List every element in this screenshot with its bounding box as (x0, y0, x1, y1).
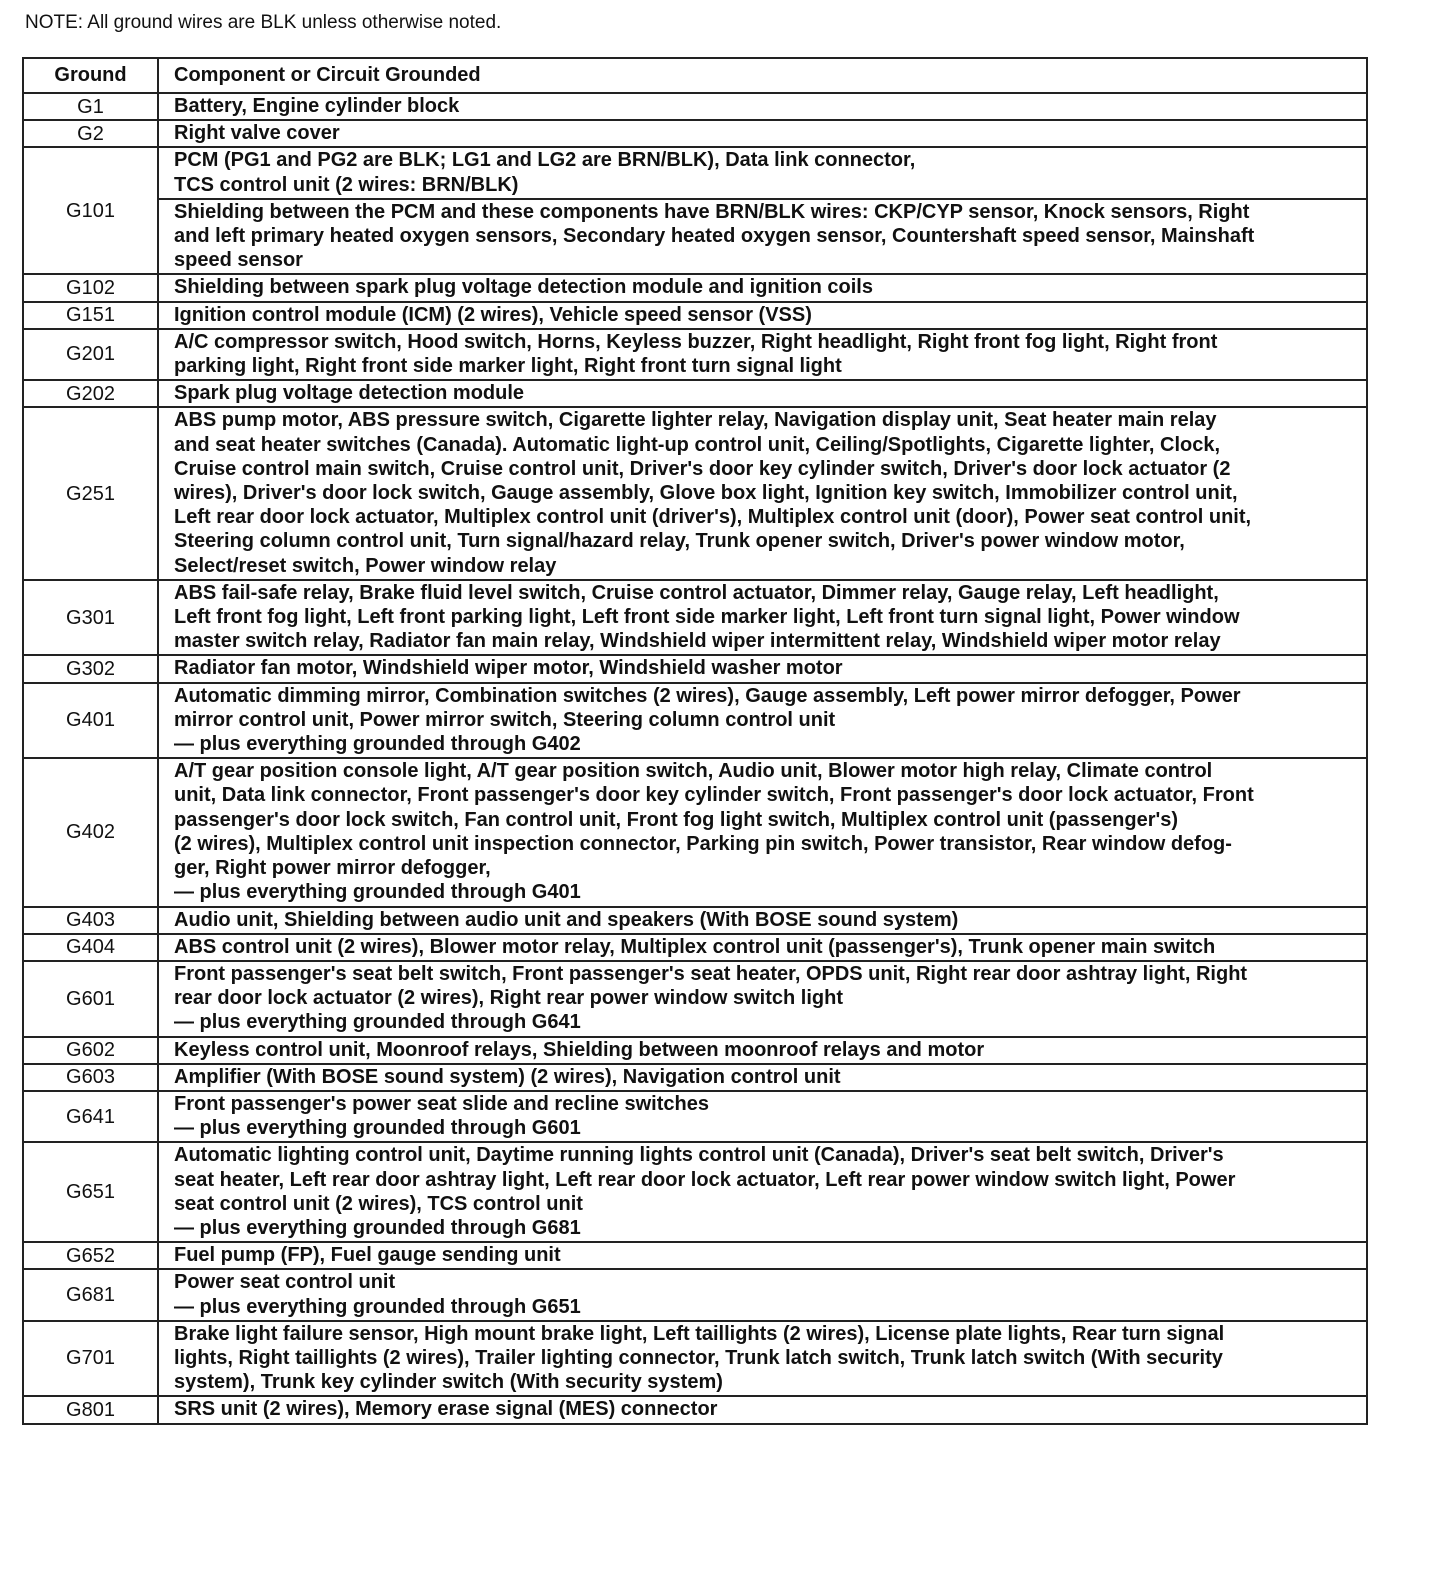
component-cell (158, 655, 1367, 682)
ground-cell: G701 (23, 1321, 158, 1397)
component-line: — plus everything grounded through G401 (174, 881, 581, 904)
table-row (23, 655, 1367, 682)
component-cell (158, 147, 1367, 198)
component-line: — plus everything grounded through G402 (174, 733, 581, 756)
component-line: Front passenger's seat belt switch, Front passenger's seat heater, OPDS unit, Right rear door ashtray light, Right (174, 962, 1248, 985)
component-cell (158, 120, 1367, 147)
component-line: Amplifier (With BOSE sound system) (2 wires), Navigation control unit (174, 1065, 841, 1088)
component-cell (158, 907, 1367, 934)
ground-cell: G401 (23, 683, 158, 759)
ground-cell: G201 (23, 329, 158, 380)
component-line: SRS unit (2 wires), Memory erase signal (MES) connector (174, 1398, 718, 1421)
component-line: passenger's door lock switch, Fan control unit, Front fog light switch, Multiplex control unit (passenger's) (174, 808, 1179, 831)
table-row (23, 199, 1367, 275)
ground-cell: G801 (23, 1396, 158, 1423)
table-row (23, 1037, 1367, 1064)
component-cell (158, 1064, 1367, 1091)
note-text: NOTE: All ground wires are BLK unless otherwise noted. (25, 12, 502, 33)
component-line: unit, Data link connector, Front passenger's door key cylinder switch, Front passenger's door lock actuator, Front (174, 784, 1254, 807)
component-cell (158, 1242, 1367, 1269)
component-line: Shielding between the PCM and these components have BRN/BLK wires: CKP/CYP sensor, Knock sensors, Right (174, 200, 1250, 223)
table-row (23, 1396, 1367, 1423)
component-line: and left primary heated oxygen sensors, Secondary heated oxygen sensor, Countershaft speed sensor, Mainshaft (174, 225, 1255, 248)
component-line: Fuel pump (FP), Fuel gauge sending unit (174, 1244, 561, 1267)
component-line: Shielding between spark plug voltage detection module and ignition coils (174, 276, 873, 299)
component-line: Radiator fan motor, Windshield wiper motor, Windshield washer motor (174, 657, 843, 680)
component-line: Power seat control unit (174, 1271, 396, 1294)
component-line: TCS control unit (2 wires: BRN/BLK) (174, 173, 519, 196)
table-row (23, 120, 1367, 147)
table-header-row (23, 58, 1367, 93)
table-row (23, 961, 1367, 1037)
component-cell (158, 199, 1367, 275)
component-line: Steering column control unit, Turn signal/hazard relay, Trunk opener switch, Driver's power window motor, (174, 530, 1185, 553)
component-line: — plus everything grounded through G601 (174, 1117, 581, 1140)
ground-cell: G403 (23, 907, 158, 934)
component-line: seat heater, Left rear door ashtray light, Left rear door lock actuator, Left rear power window switch light, Power (174, 1168, 1236, 1191)
ground-cell: G2 (23, 120, 158, 147)
component-line: Ignition control module (ICM) (2 wires), Vehicle speed sensor (VSS) (174, 303, 812, 326)
component-line: Audio unit, Shielding between audio unit and speakers (With BOSE sound system) (174, 908, 959, 931)
component-line: Automatic dimming mirror, Combination switches (2 wires), Gauge assembly, Left power mirror defogger, Power (174, 684, 1241, 707)
component-cell (158, 961, 1367, 1037)
component-line: and seat heater switches (Canada). Automatic light-up control unit, Ceiling/Spotlights, Cigarette lighter, Clock, (174, 433, 1221, 456)
ground-cell: G102 (23, 274, 158, 301)
table-row (23, 93, 1367, 120)
table-row (23, 407, 1367, 579)
component-line: A/C compressor switch, Hood switch, Horns, Keyless buzzer, Right headlight, Right front fog light, Right front (174, 330, 1218, 353)
component-cell (158, 302, 1367, 329)
component-line: — plus everything grounded through G651 (174, 1295, 581, 1318)
table-row (23, 683, 1367, 759)
component-cell (158, 1321, 1367, 1397)
component-line: ABS control unit (2 wires), Blower motor relay, Multiplex control unit (passenger's), Trunk opener main switch (174, 935, 1216, 958)
component-line: Keyless control unit, Moonroof relays, Shielding between moonroof relays and motor (174, 1038, 985, 1061)
table-row (23, 758, 1367, 906)
component-line: Right valve cover (174, 122, 340, 145)
component-line: — plus everything grounded through G641 (174, 1011, 581, 1034)
table-row (23, 1321, 1367, 1397)
ground-cell: G601 (23, 961, 158, 1037)
component-line: ABS pump motor, ABS pressure switch, Cigarette lighter relay, Navigation display unit, Seat heater main relay (174, 409, 1217, 432)
header-component: Component or Circuit Grounded (158, 58, 1367, 93)
component-line: Select/reset switch, Power window relay (174, 554, 557, 577)
table-row (23, 934, 1367, 961)
component-cell (158, 580, 1367, 656)
component-cell (158, 380, 1367, 407)
component-cell (158, 683, 1367, 759)
ground-cell: G402 (23, 758, 158, 906)
ground-cell: G301 (23, 580, 158, 656)
table-row (23, 380, 1367, 407)
component-line: Left rear door lock actuator, Multiplex control unit (driver's), Multiplex control unit (door), Power seat control unit, (174, 506, 1252, 529)
ground-cell: G302 (23, 655, 158, 682)
component-line: mirror control unit, Power mirror switch, Steering column control unit (174, 708, 836, 731)
ground-cell: G603 (23, 1064, 158, 1091)
ground-cell: G602 (23, 1037, 158, 1064)
ground-cell: G251 (23, 407, 158, 579)
component-cell (158, 407, 1367, 579)
component-line: Battery, Engine cylinder block (174, 95, 460, 117)
component-line: Cruise control main switch, Cruise control unit, Driver's door key cylinder switch, Driver's door lock actuator (2 (174, 457, 1231, 480)
component-cell (158, 1396, 1367, 1423)
ground-cell: G652 (23, 1242, 158, 1269)
table-row (23, 1091, 1367, 1142)
component-line: ger, Right power mirror defogger, (174, 857, 491, 880)
component-line: speed sensor (174, 249, 303, 272)
component-line: — plus everything grounded through G681 (174, 1216, 581, 1239)
component-line: A/T gear position console light, A/T gear position switch, Audio unit, Blower motor high relay, Climate control (174, 760, 1213, 783)
component-cell (158, 93, 1367, 120)
component-line: seat control unit (2 wires), TCS control unit (174, 1192, 583, 1215)
component-line: Brake light failure sensor, High mount brake light, Left taillights (2 wires), License plate lights, Rear turn signal (174, 1322, 1225, 1345)
component-line: master switch relay, Radiator fan main relay, Windshield wiper intermittent relay, Windshield wiper motor relay (174, 630, 1221, 653)
ground-cell: G1 (23, 93, 158, 120)
component-line: system), Trunk key cylinder switch (With security system) (174, 1371, 723, 1394)
table-row (23, 274, 1367, 301)
header-ground: Ground (23, 58, 158, 93)
component-cell (158, 934, 1367, 961)
component-line: (2 wires), Multiplex control unit inspection connector, Parking pin switch, Power transistor, Rear window defog- (174, 832, 1232, 855)
ground-cell: G641 (23, 1091, 158, 1142)
component-line: Left front fog light, Left front parking light, Left front side marker light, Left front turn signal light, Power window (174, 606, 1240, 629)
component-line: Spark plug voltage detection module (174, 382, 525, 405)
table-row (23, 580, 1367, 656)
component-line: Front passenger's power seat slide and recline switches (174, 1092, 709, 1115)
component-cell (158, 1091, 1367, 1142)
component-cell (158, 1269, 1367, 1320)
ground-cell: G651 (23, 1142, 158, 1242)
component-line: Automatic lighting control unit, Daytime running lights control unit (Canada), Driver's seat belt switch, Driver's (174, 1144, 1224, 1167)
component-line: lights, Right taillights (2 wires), Trailer lighting connector, Trunk latch switch, Trunk latch switch (With security (174, 1346, 1223, 1369)
component-cell (158, 758, 1367, 906)
table-row (23, 329, 1367, 380)
ground-table (22, 57, 1368, 1425)
table-row (23, 147, 1367, 198)
component-cell (158, 329, 1367, 380)
component-cell (158, 1142, 1367, 1242)
table-row (23, 1242, 1367, 1269)
component-cell (158, 1037, 1367, 1064)
component-cell (158, 274, 1367, 301)
ground-cell: G151 (23, 302, 158, 329)
table-row (23, 907, 1367, 934)
component-line: PCM (PG1 and PG2 are BLK; LG1 and LG2 are BRN/BLK), Data link connector, (174, 149, 916, 172)
table-row (23, 302, 1367, 329)
ground-cell: G202 (23, 380, 158, 407)
ground-cell: G101 (23, 147, 158, 274)
component-line: parking light, Right front side marker light, Right front turn signal light (174, 355, 842, 378)
table-body (23, 93, 1367, 1424)
table-row (23, 1142, 1367, 1242)
table-row (23, 1269, 1367, 1320)
component-line: wires), Driver's door lock switch, Gauge assembly, Glove box light, Ignition key switch, Immobilizer control unit, (174, 482, 1238, 505)
component-line: rear door lock actuator (2 wires), Right rear power window switch light (174, 987, 844, 1010)
component-line: ABS fail-safe relay, Brake fluid level switch, Cruise control actuator, Dimmer relay, Gauge relay, Left headlight, (174, 581, 1219, 604)
table-row (23, 1064, 1367, 1091)
ground-cell: G404 (23, 934, 158, 961)
ground-cell: G681 (23, 1269, 158, 1320)
